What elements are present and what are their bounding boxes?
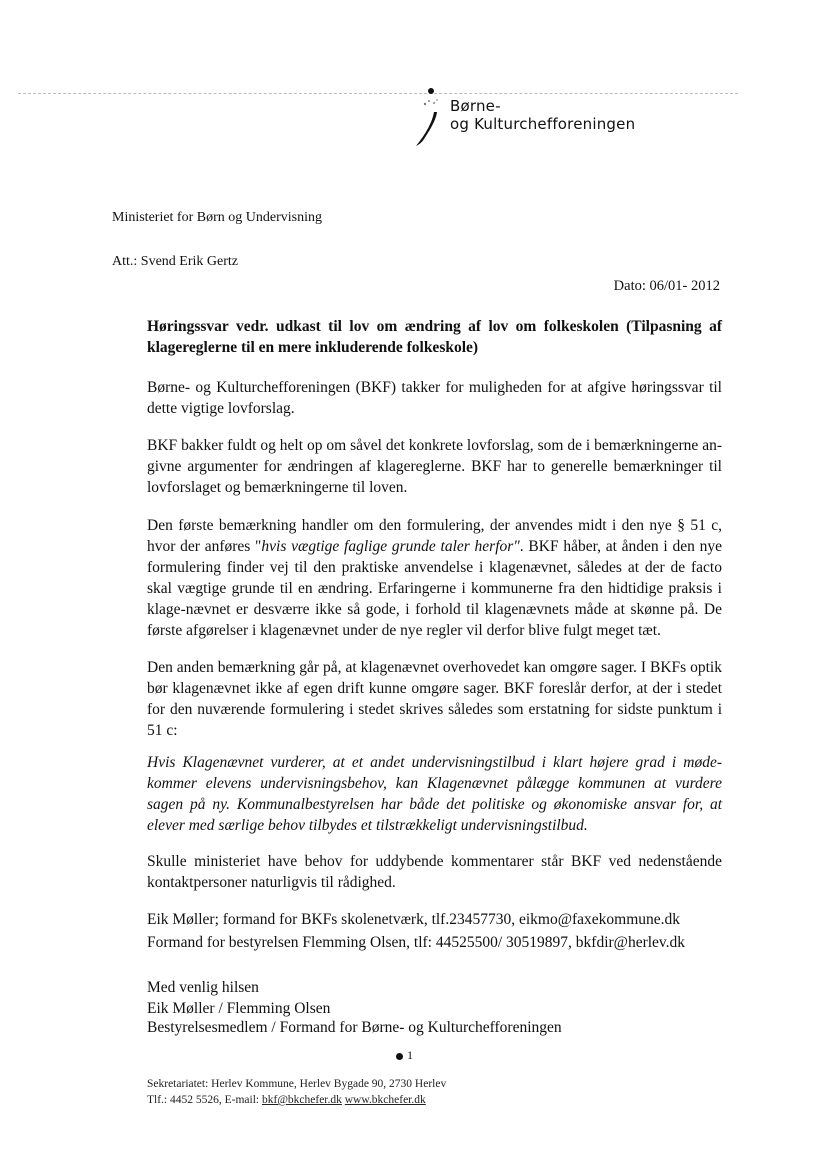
first-remark-text-b: . BKF håber, at ånden i den nye formulering finder vej til den praktiske anvendelse i klagenævnet, således at der de facto skal vægtige grunde til en ændring. Erfaringerne i kommunerne fra den hidtidige praksis i klage-nævnet er desværre ikke så gode, i forhold til klagenævnets måde at skønne på. De første afgørelser i klagenævnet under de nye regler vil derfor blive fulgt meget tæt. <box>147 538 722 639</box>
footer-address: Sekretariatet: Herlev Kommune, Herlev Bygade 90, 2730 Herlev <box>147 1078 447 1090</box>
bullet-icon <box>396 1053 403 1060</box>
paragraph-second-remark: Den anden bemærkning går på, at klagenævnet overhovedet kan omgøre sager. I BKFs optik bør klagenævnet ikke af egen drift kunne omgøre sager. BKF foreslår derfor, at der i stedet for den nuværende formulering i stedet skrives således som erstatning for sidste punktum i 51 c: <box>147 659 722 739</box>
logo-text-line1: Børne- <box>450 97 501 115</box>
footer-website-link[interactable]: www.bkchefer.dk <box>344 1094 426 1106</box>
contact-line-1: Eik Møller; formand for BKFs skolenetværk, tlf.23457730, eikmo@faxekommune.dk <box>147 911 681 928</box>
page-number <box>396 1048 413 1063</box>
footer-phone: Tlf.: 4452 5526, E-mail: <box>147 1094 262 1106</box>
logo-figure-icon <box>410 84 450 154</box>
paragraph-proposed-wording: Hvis Klagenævnet vurderer, at et andet undervisningstilbud i klart højere grad i møde-kommer elevens undervisningsbehov, kan Klagenævnet pålægge kommunen at vurdere sagen på ny. Kommunalbestyrelsen har både det politiske og økonomiske ansvar for, at elever med særlige behov tilbydes et tilstrækkeligt undervisningstilbud. <box>147 754 722 834</box>
footer-contact <box>147 1093 426 1108</box>
letter-subject: Høringssvar vedr. udkast til lov om ændring af lov om folkeskolen (Tilpasning af klagereglerne til en mere inkluderende folkeskole) <box>147 318 722 356</box>
first-remark-quote: hvis vægtige faglige grunde taler herfor" <box>261 538 520 555</box>
closing-titles: Bestyrelsesmedlem / Formand for Børne- og Kulturchefforeningen <box>147 1019 562 1036</box>
footer-email-link[interactable]: bkf@bkchefer.dk <box>261 1094 342 1106</box>
logo-text-line2: og Kulturchefforeningen <box>450 115 636 133</box>
paragraph-support: BKF bakker fuldt og helt op om såvel det konkrete lovforslag, som de i bemærkningerne an-givne argumenter for ændringen af klagereglerne. BKF har to generelle bemærkninger til lovforslaget og bemærkningerne til loven. <box>147 437 722 496</box>
bkf-logo <box>410 84 670 154</box>
letter-date: Dato: 06/01- 2012 <box>613 278 720 294</box>
paragraph-contact-offer: Skulle ministeriet have behov for uddybende kommentarer står BKF ved nedenstående kontaktpersoner naturligvis til rådighed. <box>147 853 722 891</box>
closing-names: Eik Møller / Flemming Olsen <box>147 1000 331 1017</box>
page-number-value: 1 <box>407 1048 413 1062</box>
paragraph-intro: Børne- og Kulturchefforeningen (BKF) takker for muligheden for at afgive høringssvar til dette vigtige lovforslag. <box>147 379 722 417</box>
recipient-att: Att.: Svend Erik Gertz <box>112 254 238 269</box>
recipient-org: Ministeriet for Børn og Undervisning <box>112 210 322 225</box>
first-remark-text-a: Den første bemærkning handler om den formulering, der anvendes midt i den nye § 51 c, hvor der anføres " <box>147 517 722 555</box>
contact-line-2: Formand for bestyrelsen Flemming Olsen, tlf: 44525500/ 30519897, bkfdir@herlev.dk <box>147 934 686 951</box>
paragraph-first-remark <box>147 515 722 641</box>
closing-greeting: Med venlig hilsen <box>147 979 259 996</box>
